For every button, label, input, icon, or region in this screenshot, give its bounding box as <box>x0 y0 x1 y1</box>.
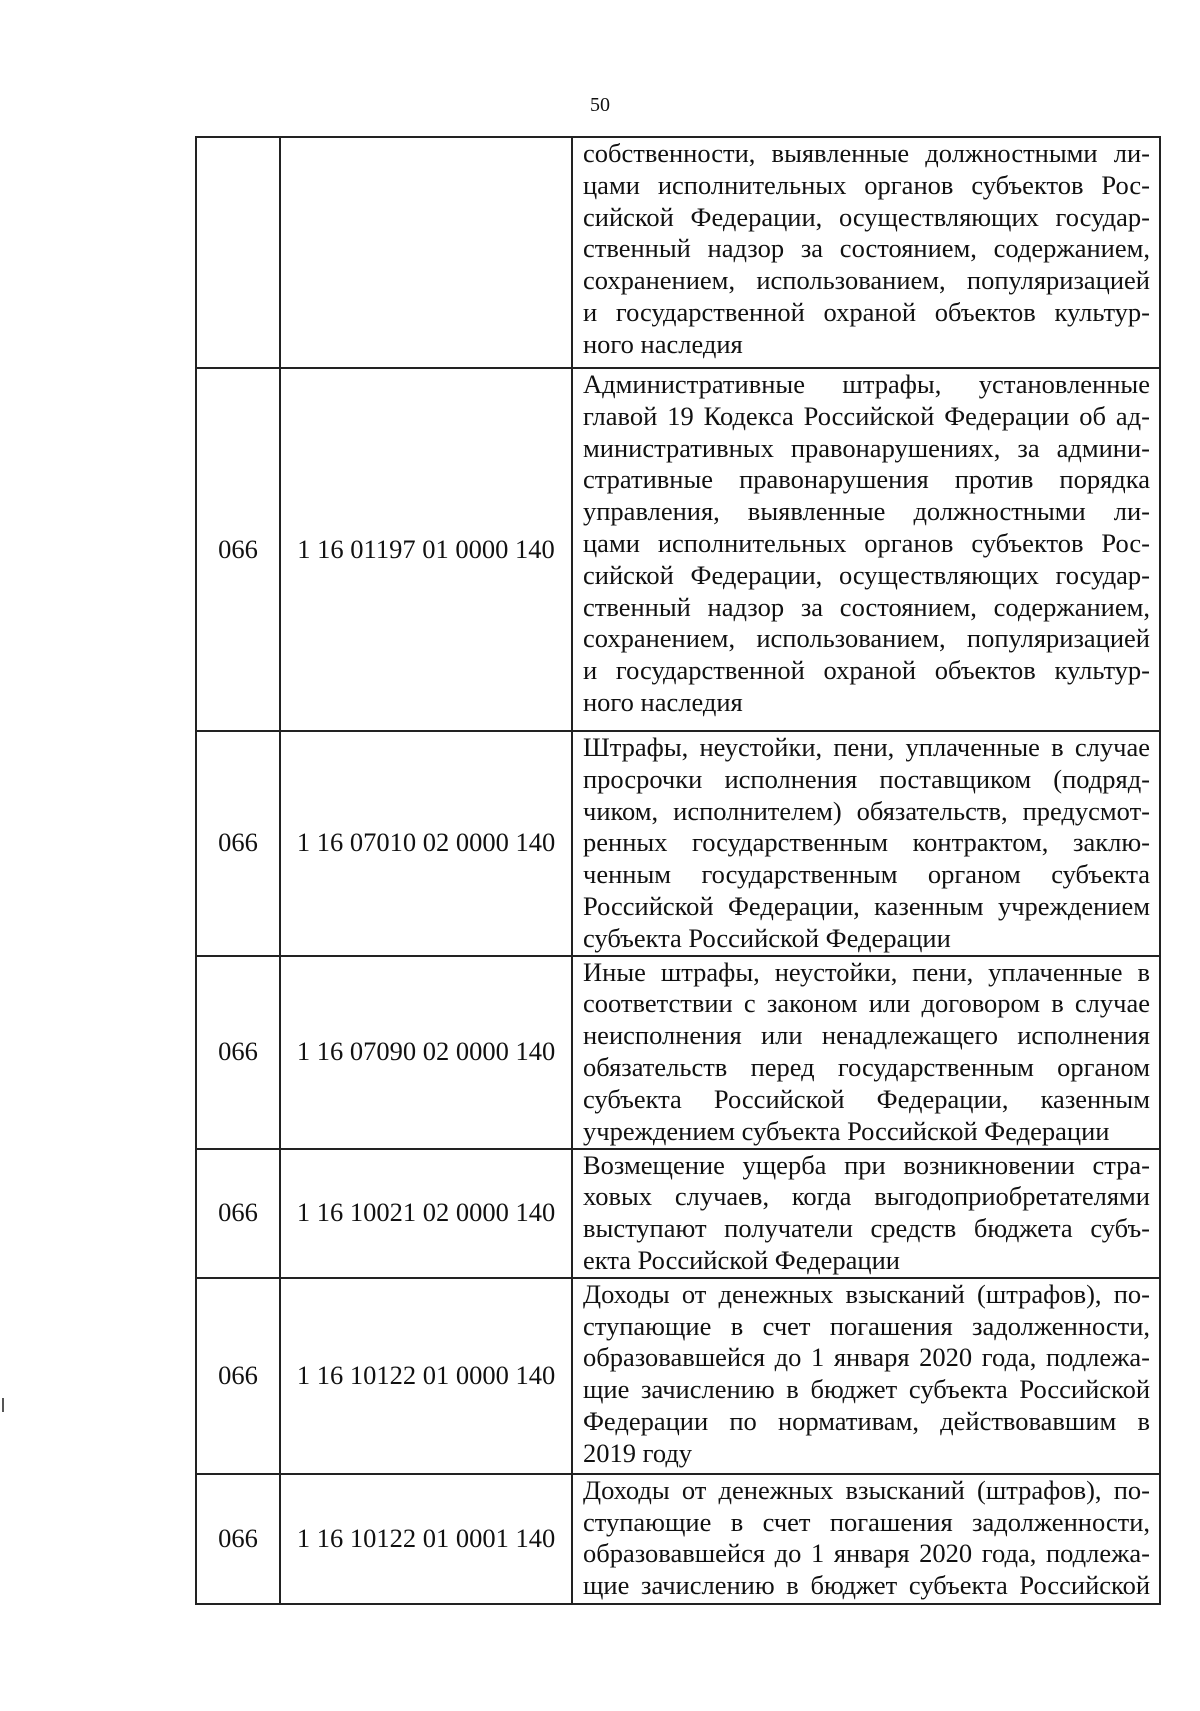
income-name-cell <box>572 1278 1160 1474</box>
name-line: ступающие в счет погашения задолженности, <box>583 1506 1150 1537</box>
name-line: Иные штрафы, неустойки, пени, уплаченные в <box>583 956 1150 987</box>
name-line: ступающие в счет погашения задолженности, <box>583 1310 1150 1341</box>
table-row <box>196 137 1160 368</box>
name-line: выступают получатели средств бюджета субъ- <box>583 1213 1150 1244</box>
name-line: обязательств перед государственным органом <box>583 1051 1150 1082</box>
name-line: стративные правонарушения против порядка <box>583 464 1150 495</box>
name-line: сохранением, использованием, популяризацией <box>583 623 1150 654</box>
admin-code-cell: 066 <box>196 731 280 956</box>
name-line: чиком, исполнителем) обязательств, предусмот- <box>583 795 1150 826</box>
name-line: Административные штрафы, установленные <box>583 369 1150 399</box>
name-line: 2019 году <box>583 1437 693 1468</box>
name-line: и государственной охраной объектов культур- <box>583 655 1150 686</box>
name-line: Доходы от денежных взысканий (штрафов), по- <box>583 1278 1150 1309</box>
admin-code-cell: 066 <box>196 368 280 731</box>
name-line: цами исполнительных органов субъектов Рос- <box>583 169 1150 200</box>
name-line: главой 19 Кодекса Российской Федерации об ад- <box>583 400 1150 431</box>
name-line: управления, выявленные должностными ли- <box>583 496 1150 527</box>
name-line: ственный надзор за состоянием, содержанием, <box>583 591 1150 622</box>
name-line: ственный надзор за состоянием, содержанием, <box>583 233 1150 264</box>
name-line: ченным государственным органом субъекта <box>583 859 1150 890</box>
admin-code-cell <box>196 137 280 368</box>
table-row <box>196 1474 1160 1604</box>
admin-code-cell: 066 <box>196 956 280 1149</box>
name-line: сийской Федерации, осуществляющих государ- <box>583 559 1150 590</box>
income-name-cell <box>572 731 1160 956</box>
income-name-cell <box>572 368 1160 731</box>
name-line: Возмещение ущерба при возникновении стра- <box>583 1149 1150 1180</box>
name-line: щие зачислению в бюджет субъекта Российской <box>583 1374 1150 1405</box>
name-line: Российской Федерации, казенным учреждением <box>583 890 1150 921</box>
name-line: неисполнения или ненадлежащего исполнения <box>583 1020 1150 1051</box>
name-line: ного наследия <box>583 328 743 359</box>
name-line: образовавшейся до 1 января 2020 года, подлежа- <box>583 1538 1150 1569</box>
name-line: субъекта Российской Федерации <box>583 922 951 953</box>
budget-classification-table <box>195 136 1161 1605</box>
name-line: Доходы от денежных взысканий (штрафов), по- <box>583 1474 1150 1505</box>
table-body <box>196 137 1160 1604</box>
income-name-cell <box>572 1149 1160 1278</box>
kbk-code-cell: 1 16 07090 02 0000 140 <box>280 956 572 1149</box>
page-number: 50 <box>590 94 610 116</box>
table-row <box>196 731 1160 956</box>
name-line: щие зачислению в бюджет субъекта Российской <box>583 1570 1150 1601</box>
kbk-code-cell <box>280 137 572 368</box>
admin-code-cell: 066 <box>196 1149 280 1278</box>
admin-code-cell: 066 <box>196 1474 280 1604</box>
table-row <box>196 1278 1160 1474</box>
name-line: ховых случаев, когда выгодоприобретателями <box>583 1181 1150 1212</box>
name-line: ренных государственным контрактом, заклю- <box>583 827 1150 858</box>
table-row <box>196 956 1160 1149</box>
table-row <box>196 1149 1160 1278</box>
table-row <box>196 368 1160 731</box>
name-line: и государственной охраной объектов культур- <box>583 296 1150 327</box>
kbk-code-cell: 1 16 10021 02 0000 140 <box>280 1149 572 1278</box>
name-line: учреждением субъекта Российской Федерации <box>583 1115 1110 1146</box>
name-line: Федерации по нормативам, действовавшим в <box>583 1405 1150 1436</box>
name-line: субъекта Российской Федерации, казенным <box>583 1083 1150 1114</box>
name-line: екта Российской Федерации <box>583 1244 900 1275</box>
name-line: ного наследия <box>583 686 743 717</box>
kbk-code-cell: 1 16 10122 01 0001 140 <box>280 1474 572 1604</box>
name-line: собственности, выявленные должностными ли- <box>583 138 1150 168</box>
name-line: министративных правонарушениях, за админи- <box>583 432 1150 463</box>
name-line: цами исполнительных органов субъектов Рос- <box>583 527 1150 558</box>
name-line: соответствии с законом или договором в случае <box>583 988 1150 1019</box>
income-name-cell <box>572 956 1160 1149</box>
income-name-cell <box>572 137 1160 368</box>
kbk-code-cell: 1 16 01197 01 0000 140 <box>280 368 572 731</box>
income-name-cell <box>572 1474 1160 1604</box>
name-line: сохранением, использованием, популяризацией <box>583 265 1150 296</box>
admin-code-cell: 066 <box>196 1278 280 1474</box>
kbk-code-cell: 1 16 07010 02 0000 140 <box>280 731 572 956</box>
name-line: Штрафы, неустойки, пени, уплаченные в случае <box>583 732 1150 762</box>
kbk-code-cell: 1 16 10122 01 0000 140 <box>280 1278 572 1474</box>
scan-artifact-mark <box>2 1398 4 1412</box>
name-line: просрочки исполнения поставщиком (подряд- <box>583 763 1150 794</box>
name-line: сийской Федерации, осуществляющих государ- <box>583 201 1150 232</box>
name-line: образовавшейся до 1 января 2020 года, подлежа- <box>583 1342 1150 1373</box>
